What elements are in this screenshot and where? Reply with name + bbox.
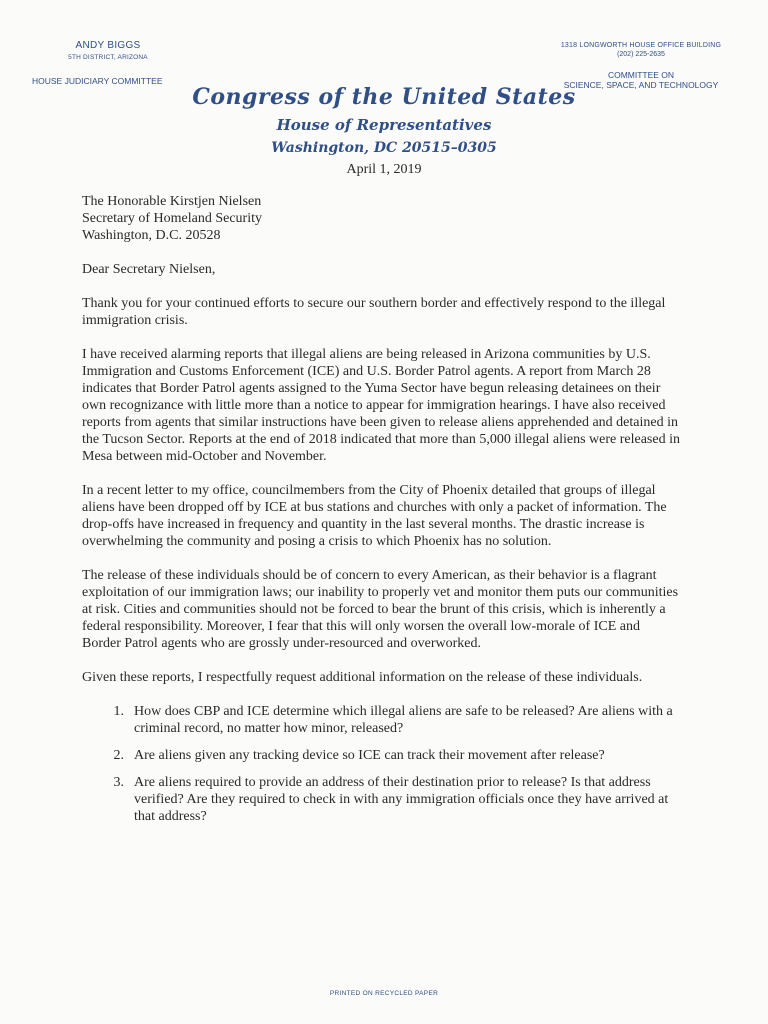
paragraph: In a recent letter to my office, councilmembers from the City of Phoenix detailed that groups of illegal aliens have been dropped off by ICE at bus stations and churches with only a packet of information. The drop-offs have increased in frequency and quantity in the last several months. The drastic increase is overwhelming the community and posing a crisis to which Phoenix has no solution. [82, 483, 667, 549]
question-item [82, 747, 682, 764]
right-committee-line2: SCIENCE, SPACE, AND TECHNOLOGY [563, 79, 719, 90]
question-item [82, 774, 682, 825]
congress-title: Congress of the United States [192, 84, 576, 110]
recipient-line: Washington, D.C. 20528 [82, 228, 221, 243]
house-subtitle: House of Representatives [276, 116, 492, 134]
recipient-line: Secretary of Homeland Security [82, 211, 262, 226]
letter-body [82, 193, 682, 835]
recycled-paper-note: PRINTED ON RECYCLED PAPER [329, 990, 439, 997]
left-committee: HOUSE JUDICIARY COMMITTEE [32, 76, 163, 86]
office-address: 1318 LONGWORTH HOUSE OFFICE BUILDING [560, 42, 722, 49]
office-phone: (202) 225-2635 [617, 51, 665, 59]
city-line: Washington, DC 20515–0305 [271, 140, 497, 156]
member-name: ANDY BIGGS [75, 40, 141, 51]
question-text: How does CBP and ICE determine which illegal aliens are safe to be released? Are aliens with a criminal record, no matter how minor, released? [134, 704, 673, 736]
member-district: 5TH DISTRICT, ARIZONA [68, 53, 148, 61]
right-committee-line1: COMMITTEE ON [607, 70, 675, 81]
paragraph: Given these reports, I respectfully request additional information on the release of these individuals. [82, 670, 643, 685]
question-number: 2. [113, 748, 124, 763]
question-number: 1. [113, 704, 124, 719]
paragraph: Thank you for your continued efforts to secure our southern border and effectively respond to the illegal immigration crisis. [82, 296, 666, 328]
question-text: Are aliens required to provide an address of their destination prior to release? Is that address verified? Are they required to check in with any immigration officials once they have arrived at that address? [134, 775, 669, 824]
question-number: 3. [113, 775, 124, 790]
paragraph: The release of these individuals should be of concern to every American, as their behavior is a flagrant exploitation of our immigration laws; our inability to properly vet and monitor them puts our communities at risk. Cities and communities should not be forced to bear the brunt of this crisis, which is inherently a federal responsibility. Moreover, I fear that this will only worsen the overall low-morale of ICE and Border Patrol agents who are grossly under-resourced and overworked. [82, 568, 679, 651]
paragraph: I have received alarming reports that illegal aliens are being released in Arizona communities by U.S. Immigration and Customs Enforcement (ICE) and U.S. Border Patrol agents. A report from March 28 indicates that Border Patrol agents assigned to the Yuma Sector have begun releasing detainees on their own recognizance with little more than a notice to appear for immigration hearings. I have also received reports from agents that similar instructions have been given to release aliens apprehended and detained in the Tucson Sector. Reports at the end of 2018 indicated that more than 5,000 illegal aliens were released in Mesa between mid-October and November. [82, 347, 680, 464]
question-list [82, 703, 682, 825]
letterhead-title [0, 84, 768, 156]
salutation: Dear Secretary Nielsen, [82, 262, 216, 277]
question-text: Are aliens given any tracking device so ICE can track their movement after release? [134, 748, 605, 763]
member-info [28, 40, 188, 61]
recipient-address [82, 193, 682, 244]
question-item [82, 703, 682, 737]
letter-date: April 1, 2019 [346, 162, 422, 177]
recipient-line: The Honorable Kirstjen Nielsen [82, 194, 262, 209]
